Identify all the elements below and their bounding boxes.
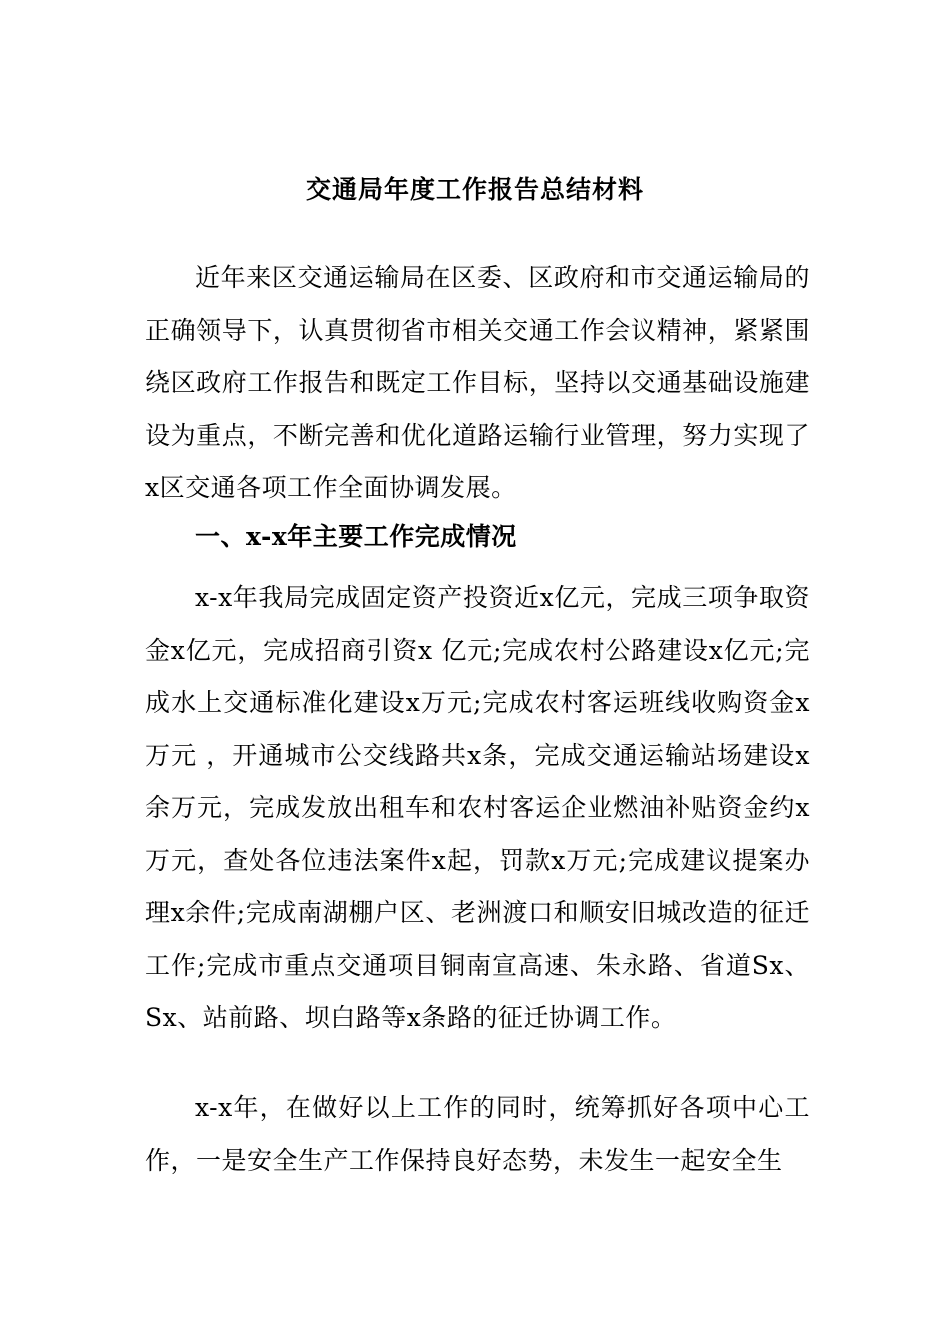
document-title: 交通局年度工作报告总结材料 bbox=[305, 175, 644, 204]
section-heading: 一、x-x年主要工作完成情况 bbox=[195, 522, 517, 551]
work-summary-paragraph: x-x年我局完成固定资产投资近x亿元，完成三项争取资金x亿元，完成招商引资x 亿元;完成农村公路建设x亿元;完成水上交通标准化建设x万元;完成农村客运班线收购资金x万元 ，开通城市公交线路共x条，完成交通运输站场建设x余万元，完成发放出租车和农村客运企业燃油补贴资金约x万元，查处各位违法案件x起，罚款x万元;完成建议提案办理x余件;完成南湖棚户区、老洲渡口和顺安旧城改造的征迁工作;完成市重点交通项目铜南宣高速、朱永路、省道Sx、Sx、站前路、坝白路等x条路的征迁协调工作。 bbox=[145, 583, 810, 1032]
intro-paragraph: 近年来区交通运输局在区委、区政府和市交通运输局的正确领导下，认真贯彻省市相关交通工作会议精神，紧紧围绕区政府工作报告和既定工作目标，坚持以交通基础设施建设为重点，不断完善和优化道路运输行业管理，努力实现了x区交通各项工作全面协调发展。 bbox=[145, 263, 810, 502]
other-work-paragraph: x-x年，在做好以上工作的同时，统筹抓好各项中心工作，一是安全生产工作保持良好态势，未发生一起安全生 bbox=[145, 1093, 810, 1175]
